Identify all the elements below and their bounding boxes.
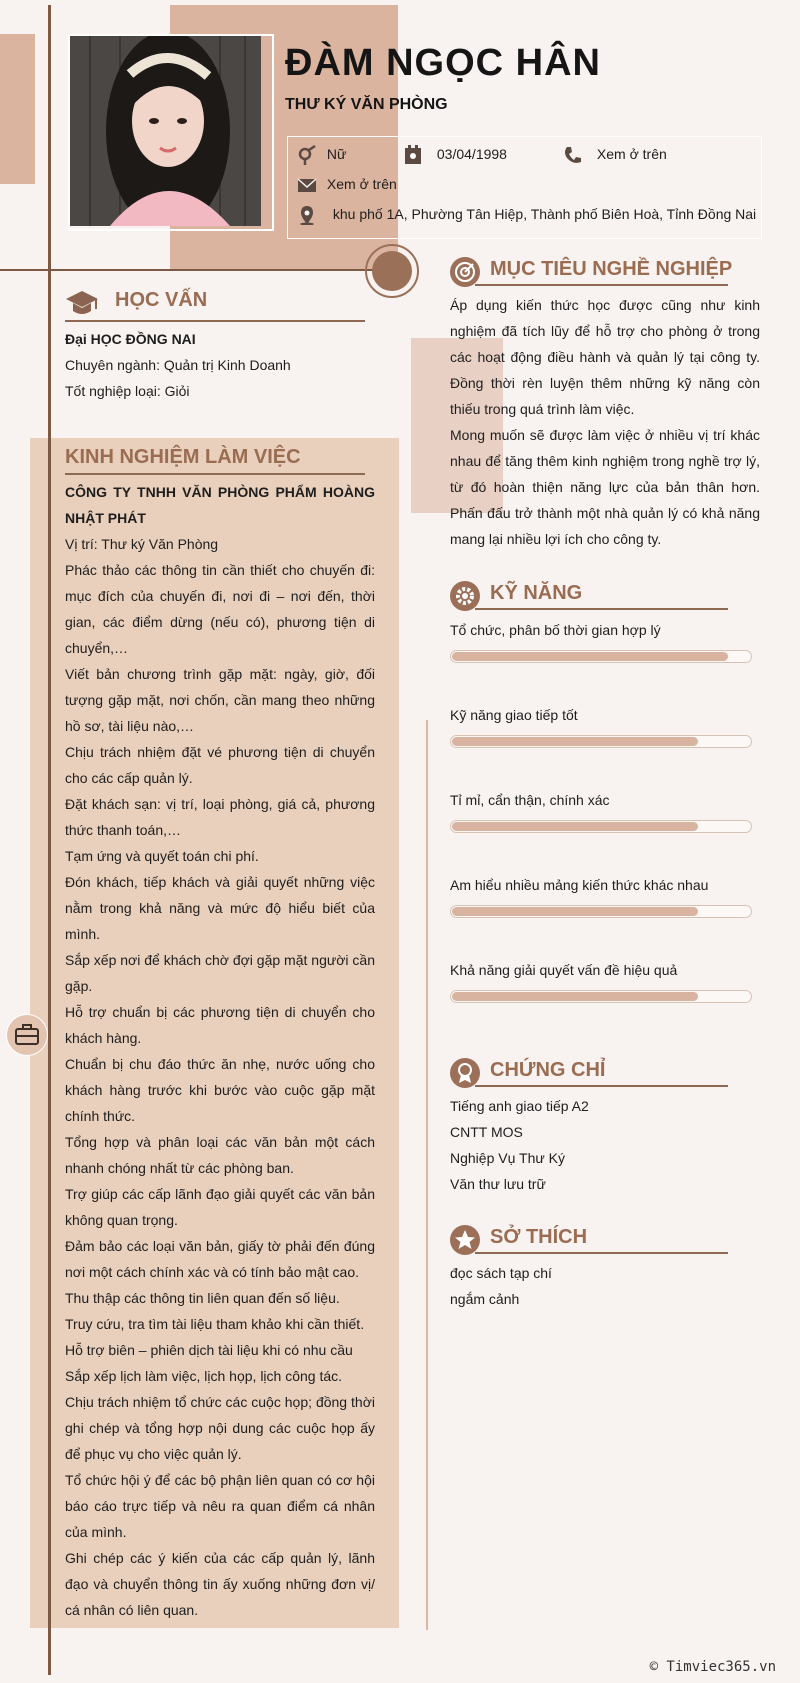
duty-item: Hỗ trợ chuẩn bị các phương tiện di chuyển cho khách hàng.	[65, 1004, 375, 1046]
certificate-icon	[450, 1058, 480, 1088]
certificates-list	[450, 1093, 760, 1197]
header-divider-line	[0, 269, 398, 271]
certificates-title-underline	[475, 1085, 728, 1087]
skills-list	[450, 622, 760, 1047]
address-value: khu phố 1A, Phường Tân Hiệp, Thành phố Biên Hoà, Tỉnh Đồng Nai	[332, 205, 757, 222]
location-icon	[297, 205, 317, 225]
duty-item: Chịu trách nhiệm đặt vé phương tiện di chuyển cho các cấp quản lý.	[65, 744, 375, 786]
birthdate-row	[403, 145, 507, 165]
duty-item: Đảm bảo các loại văn bản, giấy tờ phải đến đúng nơi một cách chính xác và có tính bảo mật cao.	[65, 1238, 375, 1280]
duty-item: Đón khách, tiếp khách và giải quyết những việc nằm trong khả năng và mức độ hiểu biết của mình.	[65, 874, 375, 942]
skill-bar-track	[450, 735, 752, 748]
duty-item: Sắp xếp nơi để khách chờ đợi gặp mặt người cần gặp.	[65, 952, 375, 994]
decorative-circle	[372, 251, 412, 291]
skill-bar-fill	[452, 652, 728, 661]
duty-item: Đặt khách sạn: vị trí, loại phòng, giá cả, phương thức thanh toán,…	[65, 796, 375, 838]
certificate-item: Tiếng anh giao tiếp A2	[450, 1098, 589, 1114]
candidate-name: ĐÀM NGỌC HÂN	[285, 42, 601, 84]
skill-bar-track	[450, 905, 752, 918]
duties-list	[65, 557, 375, 1623]
skill-bar-track	[450, 820, 752, 833]
briefcase-badge	[6, 1014, 48, 1056]
left-accent-strip	[0, 34, 35, 184]
hobby-item: ngắm cảnh	[450, 1291, 520, 1307]
skill-item	[450, 962, 760, 1047]
duty-item: Phác thảo các thông tin cần thiết cho chuyến đi: mục đích của chuyến đi, nơi đi – nơi đến, thời gian, các điểm dừng (nếu có), phương tiện di chuyển,…	[65, 562, 375, 656]
duty-item: Truy cứu, tra tìm tài liệu tham khảo khi cần thiết.	[65, 1316, 365, 1332]
skill-bar-fill	[452, 907, 698, 916]
calendar-icon	[403, 145, 423, 165]
skill-bar-track	[450, 650, 752, 663]
skill-label: Am hiểu nhiều mảng kiến thức khác nhau	[450, 877, 709, 893]
gender-row	[297, 145, 346, 165]
education-grade: Tốt nghiệp loại: Giỏi	[65, 383, 190, 399]
phone-row	[563, 145, 667, 165]
duty-item: Thu thập các thông tin liên quan đến số liệu.	[65, 1290, 340, 1306]
objective-title: MỤC TIÊU NGHỀ NGHIỆP	[490, 258, 733, 280]
certificate-item: CNTT MOS	[450, 1124, 523, 1140]
skill-item	[450, 707, 760, 792]
skill-bar-fill	[452, 992, 698, 1001]
skill-bar-fill	[452, 737, 698, 746]
duty-item: Ghi chép các ý kiến của các cấp quản lý, lãnh đạo và chuyển thông tin ấy xuống những đơn vị/ cá nhân có liên quan.	[65, 1550, 375, 1618]
objective-title-underline	[475, 284, 728, 286]
hobby-item: đọc sách tạp chí	[450, 1265, 552, 1281]
experience-title-underline	[65, 473, 365, 475]
certificate-item: Văn thư lưu trữ	[450, 1176, 546, 1192]
briefcase-icon	[7, 1015, 47, 1055]
company-name: CÔNG TY TNHH VĂN PHÒNG PHẨM HOÀNG NHẬT PHÁT	[65, 484, 375, 526]
certificate-item: Nghiệp Vụ Thư Ký	[450, 1150, 565, 1166]
duty-item: Tổng hợp và phân loại các văn bản một cách nhanh chóng nhất từ các phòng ban.	[65, 1134, 375, 1176]
experience-position: Vị trí: Thư ký Văn Phòng	[65, 536, 219, 552]
skills-title-underline	[475, 608, 728, 610]
email-icon	[297, 175, 317, 195]
left-vertical-line	[48, 5, 51, 1675]
skill-bar-track	[450, 990, 752, 1003]
birthdate-value: 03/04/1998	[436, 145, 507, 162]
experience-section	[65, 446, 375, 1623]
email-value: Xem ở trên	[326, 175, 397, 192]
skill-label: Kỹ năng giao tiếp tốt	[450, 707, 578, 723]
education-title-underline	[65, 320, 365, 322]
hobbies-title-underline	[475, 1252, 728, 1254]
certificates-title: CHỨNG CHỈ	[490, 1059, 606, 1081]
skill-label: Tổ chức, phân bố thời gian hợp lý	[450, 622, 661, 638]
phone-icon	[563, 145, 583, 165]
skill-item	[450, 622, 760, 707]
duty-item: Hỗ trợ biên – phiên dịch tài liệu khi có nhu cầu	[65, 1342, 353, 1358]
duty-item: Viết bản chương trình gặp mặt: ngày, giờ, đối tượng gặp mặt, nơi chốn, cần mang theo những hồ sơ, tài liệu nào,…	[65, 666, 375, 734]
phone-value: Xem ở trên	[596, 145, 667, 162]
duty-item: Tạm ứng và quyết toán chi phí.	[65, 848, 259, 864]
duty-item: Chịu trách nhiệm tổ chức các cuộc họp; đồng thời ghi chép và tổng hợp nội dung các cuộc họp ấy để phục vụ cho việc quản lý.	[65, 1394, 375, 1462]
skill-bar-fill	[452, 822, 698, 831]
gear-icon	[450, 581, 480, 611]
skill-label: Khả năng giải quyết vấn đề hiệu quả	[450, 962, 678, 978]
target-icon	[450, 257, 480, 287]
skill-item	[450, 792, 760, 877]
middle-vertical-line	[426, 720, 428, 1630]
duty-item: Trợ giúp các cấp lãnh đạo giải quyết các văn bản không quan trọng.	[65, 1186, 375, 1228]
email-row	[297, 175, 397, 195]
education-major: Chuyên ngành: Quản trị Kinh Doanh	[65, 357, 291, 373]
avatar	[70, 36, 261, 226]
experience-title: KINH NGHIỆM LÀM VIỆC	[65, 446, 301, 468]
star-icon	[450, 1225, 480, 1255]
duty-item: Tổ chức hội ý để các bộ phận liên quan có cơ hội báo cáo trực tiếp và nêu ra quan điểm cá nhân của mình.	[65, 1472, 375, 1540]
skills-title: KỸ NĂNG	[490, 582, 583, 604]
duty-item: Sắp xếp lịch làm việc, lịch họp, lịch công tác.	[65, 1368, 343, 1384]
hobbies-title: SỞ THÍCH	[490, 1226, 588, 1248]
job-title: THƯ KÝ VĂN PHÒNG	[285, 96, 448, 113]
duty-item: Chuẩn bị chu đáo thức ăn nhẹ, nước uống cho khách hàng trước khi bước vào cuộc gặp mặt chính thức.	[65, 1056, 375, 1124]
address-row	[297, 205, 756, 225]
objective-paragraph: Mong muốn sẽ được làm việc ở nhiều vị trí khác nhau để tăng thêm kinh nghiệm trong nghề trợ lý, từ đó hoàn thiện năng lực của bản thân hơn. Phấn đấu trở thành một nhà quản lý có khả năng mang lại nhiều lợi ích cho công ty.	[450, 427, 760, 547]
skill-item	[450, 877, 760, 962]
skill-label: Tỉ mỉ, cẩn thận, chính xác	[450, 792, 610, 808]
graduation-cap-icon	[65, 289, 99, 317]
footer-watermark: © Timviec365.vn	[649, 1659, 776, 1675]
gender-value: Nữ	[326, 145, 347, 162]
school-name: Đại HỌC ĐỒNG NAI	[65, 331, 196, 347]
objective-text	[450, 292, 760, 552]
education-title: HỌC VẤN	[115, 289, 208, 311]
hobbies-list	[450, 1260, 760, 1312]
gender-icon	[297, 145, 317, 165]
objective-paragraph: Áp dụng kiến thức học được cũng như kinh nghiệm đã tích lũy để hỗ trợ cho phòng ở trong các hoạt động điều hành và quản lý tại công ty. Đồng thời rèn luyện thêm những kỹ năng còn thiếu trong quá trình làm việc.	[450, 297, 760, 417]
